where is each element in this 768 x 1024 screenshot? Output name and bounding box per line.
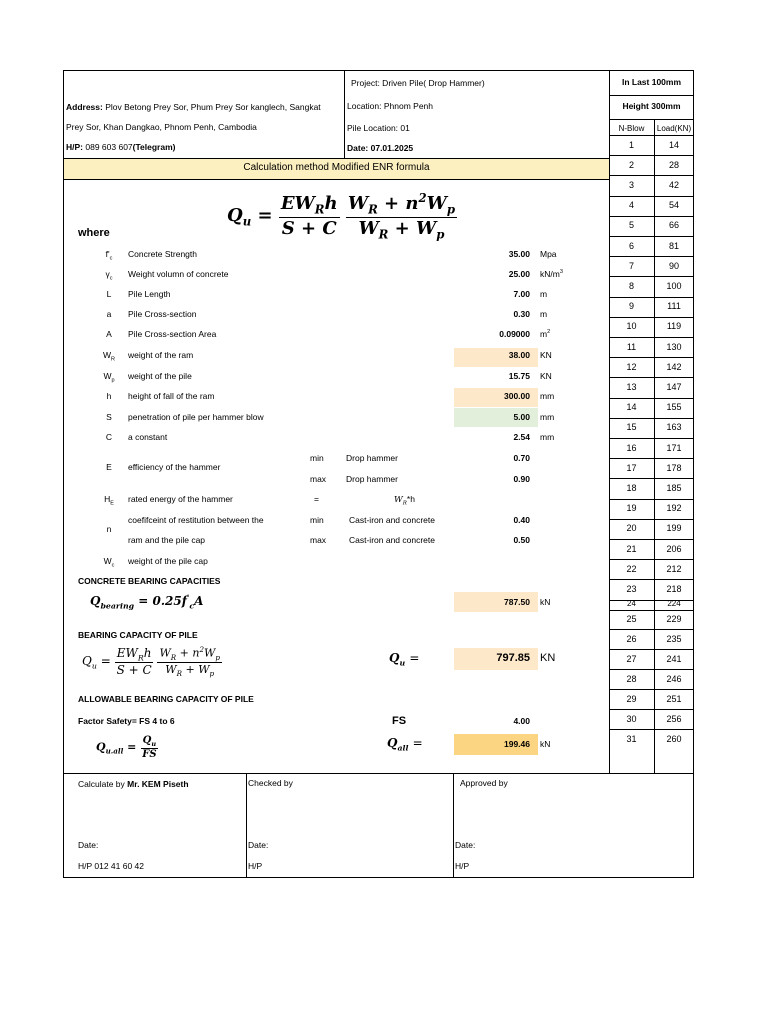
param-value: 0.30 <box>513 309 530 319</box>
blow-count: 18 <box>626 483 637 493</box>
param-desc: Pile Cross-section <box>128 309 197 319</box>
blow-count: 31 <box>626 733 637 744</box>
project-label: Project: Driven Pile( Drop Hammer) <box>351 78 485 88</box>
param-unit: KN <box>540 371 552 381</box>
blow-count: 22 <box>626 563 637 574</box>
rest-max-value: 0.50 <box>513 535 530 545</box>
method-title: Calculation method Modified ENR formula <box>243 162 430 173</box>
concrete-bearing-formula: $Q_{bearing} = 0.25f'_cA$ <box>90 593 204 611</box>
param-unit: Mpa <box>540 249 557 259</box>
param-desc: Concrete Strength <box>128 249 197 259</box>
blow-load: 66 <box>668 220 679 231</box>
blow-load: 192 <box>666 503 682 514</box>
param-symbol: $W_R$ <box>102 350 115 363</box>
blow-count: 26 <box>626 634 637 645</box>
calc-date: Date: <box>78 840 99 850</box>
qu-label: $Q_u$ = <box>389 651 420 668</box>
param-symbol: a <box>106 309 112 319</box>
main-formula: $Q_u$ = $\frac{EW_Rh}{S + C}$ $\frac{W_R + n^2W_p}{W_R + W_p}$ <box>227 191 456 242</box>
checked-date: Date: <box>248 840 269 850</box>
blow-load: 171 <box>666 442 682 453</box>
rated-eq: = <box>314 494 319 504</box>
rated-desc: rated energy of the hammer <box>128 494 233 504</box>
approved-date: Date: <box>455 840 476 850</box>
blow-count: 7 <box>628 260 634 271</box>
rest-min-label: min <box>310 515 324 525</box>
blow-count: 16 <box>626 442 637 453</box>
blow-count: 8 <box>628 281 634 291</box>
blow-load: 178 <box>666 462 682 473</box>
allowable-title: ALLOWABLE BEARING CAPACITY OF PILE <box>78 694 254 704</box>
sym-HE: $H_E$ <box>104 494 114 507</box>
blow-load: 42 <box>668 180 679 190</box>
qall-label: $Q_{all}$ = <box>387 736 423 753</box>
param-symbol: $W_p$ <box>103 371 115 384</box>
param-desc: Pile Cross-section Area <box>128 329 217 339</box>
blow-count: 24 <box>627 599 636 609</box>
location-label: Location: Phnom Penh <box>347 101 434 111</box>
bearing-pile-title: BEARING CAPACITY OF PILE <box>78 630 198 640</box>
param-value: 25.00 <box>508 269 530 279</box>
eff-max-label: max <box>310 474 327 484</box>
concrete-bearing-title: CONCRETE BEARING CAPACITIES <box>78 576 221 586</box>
approved-by: Approved by <box>460 778 508 788</box>
blow-count: 13 <box>626 382 637 392</box>
blow-count: 29 <box>626 693 637 704</box>
param-symbol: S <box>106 412 112 422</box>
param-symbol: A <box>106 329 112 339</box>
param-unit: m <box>540 289 548 299</box>
blow-count: 1 <box>628 139 634 150</box>
rated-formula: $W_R*h$ <box>394 494 415 507</box>
blow-load: 100 <box>666 281 682 291</box>
param-unit: mm <box>540 391 555 401</box>
blow-load: 155 <box>666 402 682 413</box>
rest-max-type: Cast-iron and concrete <box>349 535 435 545</box>
blow-count: 5 <box>628 220 634 231</box>
sym-n: n <box>106 524 112 534</box>
blow-load: 111 <box>667 301 681 312</box>
param-desc: Pile Length <box>128 289 171 299</box>
param-symbol: L <box>106 289 112 299</box>
param-unit: $m^2$ <box>540 329 551 339</box>
blow-count: 14 <box>626 402 637 413</box>
blow-load: 28 <box>668 159 679 170</box>
blow-load: 199 <box>666 523 682 534</box>
approved-hp: H/P <box>455 861 470 871</box>
blow-load: 218 <box>666 584 682 594</box>
blow-count: 21 <box>626 543 637 554</box>
param-value: 2.54 <box>513 432 530 442</box>
param-value: 35.00 <box>508 249 530 259</box>
param-value: 0.09000 <box>499 329 530 339</box>
blow-count: 28 <box>626 673 637 684</box>
blow-count: 12 <box>626 361 637 372</box>
blow-count: 30 <box>626 713 637 724</box>
param-desc: a constant <box>128 432 168 442</box>
blow-load: 260 <box>666 733 682 744</box>
eff-min-label: min <box>310 453 324 463</box>
blow-load: 246 <box>666 673 682 684</box>
rest-min-type: Cast-iron and concrete <box>349 515 435 525</box>
blow-load: 14 <box>668 139 679 150</box>
blow-load: 241 <box>666 653 682 664</box>
blow-load: 54 <box>668 200 679 211</box>
param-unit: m <box>540 309 548 319</box>
qall-unit: kN <box>540 739 551 749</box>
blow-title2: Height 300mm <box>622 101 681 111</box>
concrete-bearing-unit: kN <box>540 597 551 607</box>
param-value: 38.00 <box>508 350 530 360</box>
efficiency-desc: efficiency of the hammer <box>128 462 221 472</box>
blow-load: 163 <box>666 422 682 433</box>
blow-count: 11 <box>626 341 637 352</box>
param-desc: height of fall of the ram <box>128 391 215 401</box>
where-label: where <box>78 227 110 239</box>
hp-line: H/P: 089 603 607(Telegram) <box>66 142 176 152</box>
blow-load: 90 <box>668 260 679 271</box>
param-value: 7.00 <box>513 289 530 299</box>
param-value: 5.00 <box>513 412 530 422</box>
qall-value: 199.46 <box>504 739 530 749</box>
blow-load: 206 <box>666 543 682 554</box>
blow-count: 6 <box>628 240 634 251</box>
eff-max-type: Drop hammer <box>346 474 398 484</box>
qu-value: 797.85 <box>496 652 530 664</box>
param-desc: penetration of pile per hammer blow <box>128 412 264 422</box>
blow-count: 27 <box>626 653 637 664</box>
pile-location-label: Pile Location: 01 <box>347 123 410 133</box>
blow-count: 19 <box>626 503 637 514</box>
rest-min-value: 0.40 <box>513 515 530 525</box>
blow-load: 119 <box>666 321 682 332</box>
param-symbol: $\gamma_c$ <box>105 269 113 282</box>
param-desc: Weight volumn of concrete <box>128 269 229 279</box>
eff-max-value: 0.90 <box>513 474 530 484</box>
load-header: Load(KN) <box>656 124 692 133</box>
blow-count: 17 <box>626 462 637 473</box>
blow-count: 10 <box>626 321 637 332</box>
blow-load: 229 <box>666 614 682 625</box>
blow-count: 15 <box>626 422 637 433</box>
blow-load: 147 <box>666 382 682 392</box>
blow-load: 235 <box>666 634 682 645</box>
checked-hp: H/P <box>248 861 263 871</box>
bearing-pile-formula: $Q_u$ = $\frac{EW_Rh}{S + C}$ $\frac{W_R + n^2W_p}{W_R + W_p}$ <box>82 645 220 679</box>
blow-count: 9 <box>628 301 634 312</box>
blow-count: 3 <box>628 180 634 190</box>
rest-desc1: coefifceint of restitution between the <box>128 515 264 525</box>
blow-load: 224 <box>667 599 681 609</box>
param-unit: $kN/m^3$ <box>540 269 563 279</box>
calculate-by: Calculate by Mr. KEM Piseth <box>78 779 189 789</box>
blow-load: 185 <box>666 483 682 493</box>
param-symbol: $f'_c$ <box>105 249 113 262</box>
blow-count: 2 <box>628 159 634 170</box>
qu-unit: KN <box>540 652 556 664</box>
param-desc: weight of the pile <box>128 371 192 381</box>
blow-count: 25 <box>626 614 637 625</box>
qall-formula: $Q_{u.all}$ = $\frac{Q_u}{FS}$ <box>96 735 157 760</box>
param-unit: mm <box>540 432 555 442</box>
blow-count: 23 <box>626 584 637 594</box>
eff-min-type: Drop hammer <box>346 453 398 463</box>
concrete-bearing-value: 787.50 <box>504 597 530 607</box>
fs-value: 4.00 <box>513 716 530 726</box>
eff-min-value: 0.70 <box>513 453 530 463</box>
blow-load: 130 <box>666 341 682 352</box>
date-label: Date: 07.01.2025 <box>347 143 414 153</box>
nblow-header: N-Blow <box>618 124 645 133</box>
blow-title1: In Last 100mm <box>621 77 682 87</box>
rest-desc2: ram and the pile cap <box>128 535 206 545</box>
pilecap-desc: weight of the pile cap <box>128 556 208 566</box>
blow-load: 212 <box>666 563 682 574</box>
blow-load: 142 <box>666 361 682 372</box>
address-line2: Prey Sor, Khan Dangkao, Phnom Penh, Cambodia <box>66 122 257 132</box>
blow-count: 20 <box>626 523 637 534</box>
blow-count: 4 <box>628 200 634 211</box>
calc-hp: H/P 012 41 60 42 <box>78 861 145 871</box>
blow-load: 81 <box>668 240 679 251</box>
address-line1: Address: Plov Betong Prey Sor, Phum Prey Sor kanglech, Sangkat <box>66 102 321 112</box>
blow-load: 251 <box>666 693 682 704</box>
fs-label: FS <box>392 715 407 727</box>
param-symbol: h <box>106 391 112 401</box>
blow-load: 256 <box>666 713 682 724</box>
param-value: 15.75 <box>508 371 530 381</box>
sym-E: E <box>106 462 112 472</box>
calculation-sheet <box>63 70 694 878</box>
param-symbol: C <box>105 432 113 442</box>
checked-by: Checked by <box>248 778 293 788</box>
param-value: 300.00 <box>504 391 530 401</box>
factor-safety: Factor Safety= FS 4 to 6 <box>78 716 175 726</box>
rest-max-label: max <box>310 535 327 545</box>
param-unit: KN <box>540 350 552 360</box>
param-desc: weight of the ram <box>128 350 194 360</box>
param-unit: mm <box>540 412 555 422</box>
sym-Wc: $W_c$ <box>103 556 115 569</box>
